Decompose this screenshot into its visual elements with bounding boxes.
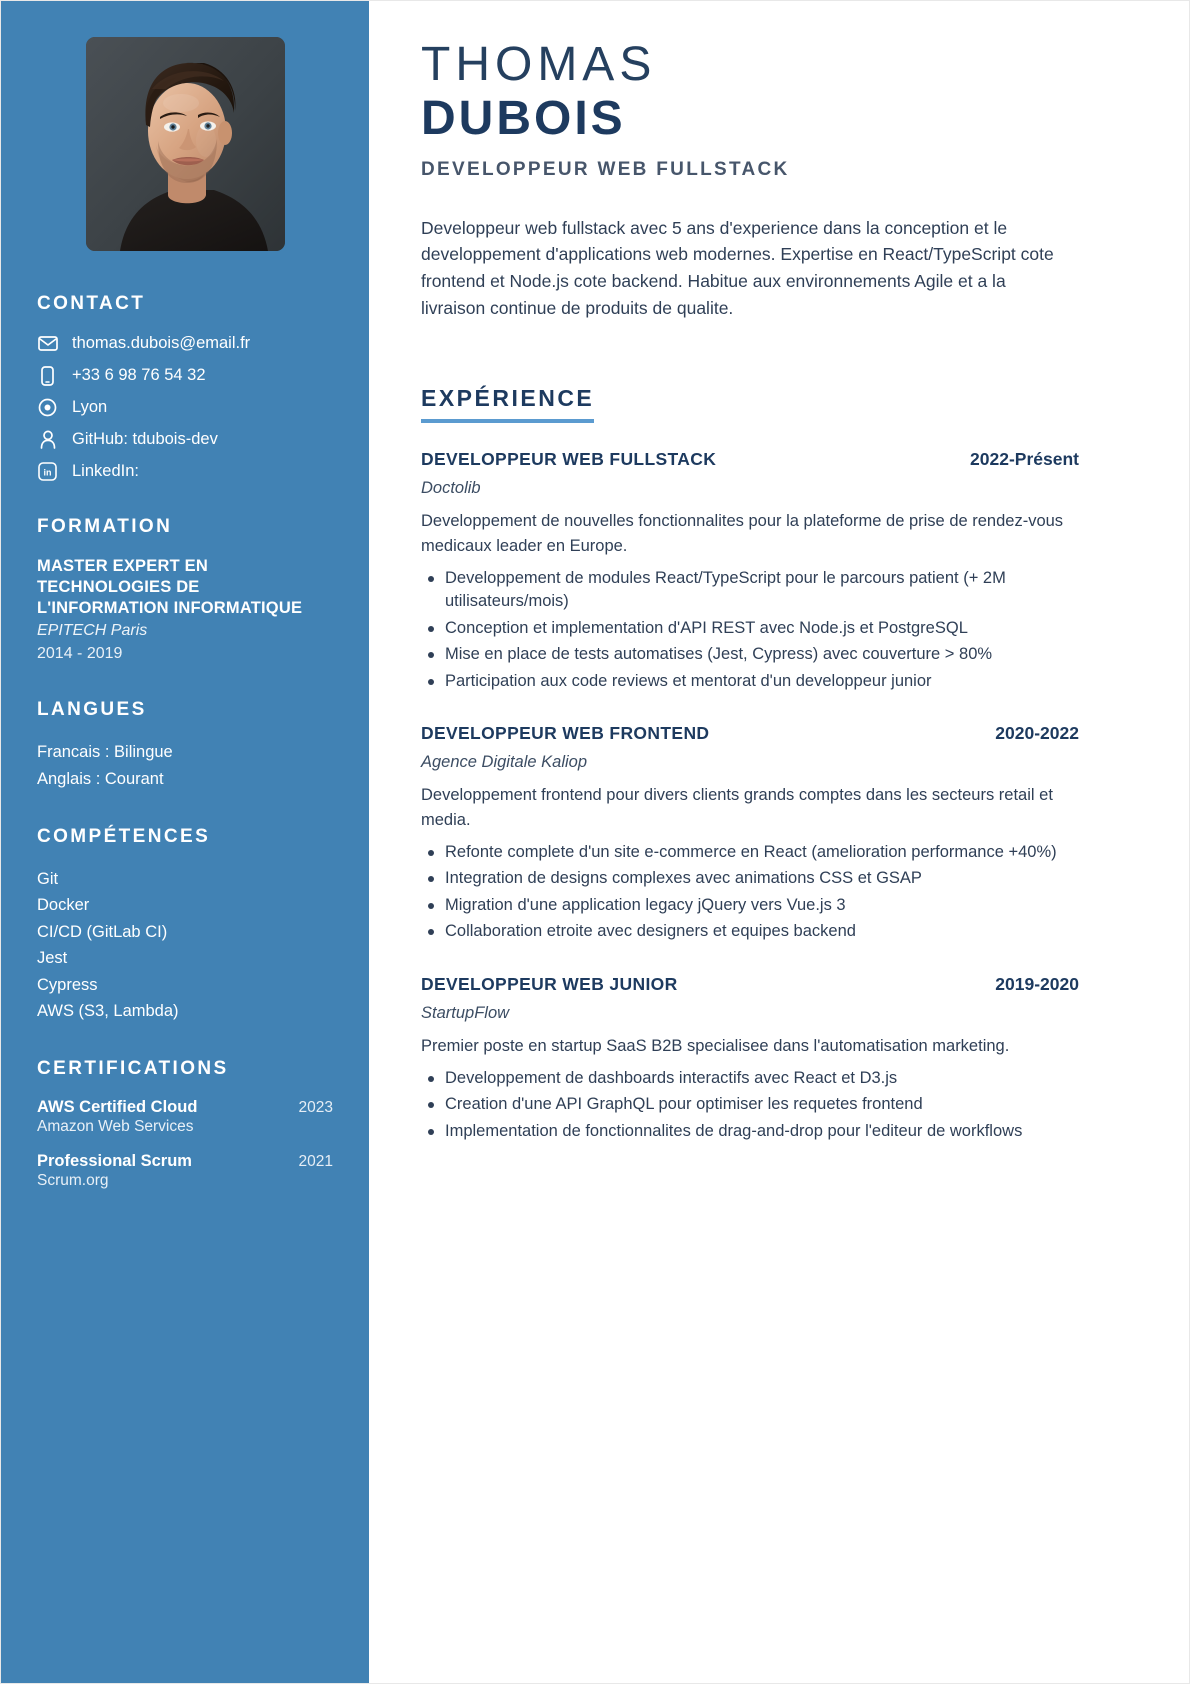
competence-item: CI/CD (GitLab CI) xyxy=(37,922,168,941)
langue-item: Anglais : Courant xyxy=(37,769,164,788)
experience-role: DEVELOPPEUR WEB JUNIOR xyxy=(421,973,678,994)
professional-summary: Developpeur web fullstack avec 5 ans d'experience dans la conception et le developpement d'applications web modernes. Expertise en React/TypeScript cote frontend et Node.js cote backend. Habitue aux environnements Agile et a la livraison continue de produits de qualite. xyxy=(421,217,1054,318)
location-pin-icon xyxy=(37,397,58,418)
experience-header xyxy=(421,723,1079,744)
competence-item: Cypress xyxy=(37,975,98,994)
phone-icon xyxy=(37,365,58,386)
experience-bullet: Migration d'une application legacy jQuery vers Vue.js 3 xyxy=(421,894,1079,917)
last-name: DUBOIS xyxy=(421,91,626,145)
certification-year: 2021 xyxy=(298,1153,333,1171)
competence-item: Docker xyxy=(37,896,90,915)
certification-header xyxy=(37,1098,333,1117)
langues-list xyxy=(37,739,333,792)
competence-item: AWS (S3, Lambda) xyxy=(37,1002,179,1021)
experience-bullet: Developpement de modules React/TypeScript pour le parcours patient (+ 2M utilisateurs/mois) xyxy=(421,567,1079,614)
photo-container xyxy=(37,37,333,251)
experience-bullet: Conception et implementation d'API REST avec Node.js et PostgreSQL xyxy=(421,617,1079,640)
job-title: DEVELOPPEUR WEB FULLSTACK xyxy=(421,158,790,180)
experience-description: Developpement frontend pour divers clients grands comptes dans les secteurs retail et media. xyxy=(421,786,1053,829)
competence-item: Jest xyxy=(37,949,68,968)
certification-name: AWS Certified Cloud xyxy=(37,1098,198,1117)
competences-section xyxy=(37,826,333,1024)
experience-header xyxy=(421,974,1079,995)
experience-bullet: Implementation de fonctionnalites de drag-and-drop pour l'editeur de workflows xyxy=(421,1120,1079,1143)
main-content xyxy=(369,1,1189,1683)
experience-description: Premier poste en startup SaaS B2B specialisee dans l'automatisation marketing. xyxy=(421,1036,1010,1055)
certification-issuer: Scrum.org xyxy=(37,1172,109,1190)
profile-photo xyxy=(86,37,285,251)
experience-bullet: Refonte complete d'un site e-commerce en React (amelioration performance +40%) xyxy=(421,841,1079,864)
person-icon xyxy=(37,429,58,450)
certification-issuer: Amazon Web Services xyxy=(37,1118,194,1136)
contact-item-github[interactable] xyxy=(37,429,333,450)
experience-company: Agence Digitale Kaliop xyxy=(421,753,588,772)
experience-company: Doctolib xyxy=(421,479,481,498)
experience-list xyxy=(421,449,1079,1143)
sidebar xyxy=(1,1,369,1683)
experience-company: StartupFlow xyxy=(421,1003,510,1022)
langue-item: Francais : Bilingue xyxy=(37,743,173,762)
competence-item: Git xyxy=(37,870,59,889)
contact-email-text: thomas.dubois@email.fr xyxy=(72,334,251,353)
experience-dates: 2022-Présent xyxy=(970,449,1079,470)
formation-section xyxy=(37,516,333,665)
education-dates: 2014 - 2019 xyxy=(37,645,123,663)
experience-bullet: Participation aux code reviews et mentorat d'un developpeur junior xyxy=(421,670,1079,693)
education-school: EPITECH Paris xyxy=(37,622,148,640)
langues-section xyxy=(37,699,333,792)
certification-name: Professional Scrum xyxy=(37,1152,192,1171)
education-degree: MASTER EXPERT EN TECHNOLOGIES DE L'INFORMATION INFORMATIQUE xyxy=(37,557,303,618)
experience-item xyxy=(421,723,1079,944)
competences-heading: COMPÉTENCES xyxy=(37,826,211,848)
first-name: THOMAS xyxy=(421,38,657,91)
contact-github-text: GitHub: tdubois-dev xyxy=(72,430,218,449)
experience-heading: EXPÉRIENCE xyxy=(421,385,594,423)
certification-item xyxy=(37,1098,333,1136)
experience-header xyxy=(421,449,1079,470)
svg-text:in: in xyxy=(43,467,52,478)
contact-section xyxy=(37,293,333,482)
certification-year: 2023 xyxy=(298,1099,333,1117)
contact-linkedin-text: LinkedIn: xyxy=(72,462,139,481)
certification-header xyxy=(37,1152,333,1171)
certification-item xyxy=(37,1152,333,1190)
linkedin-icon xyxy=(37,461,58,482)
experience-bullet: Mise en place de tests automatises (Jest, Cypress) avec couverture > 80% xyxy=(421,643,1079,666)
experience-role: DEVELOPPEUR WEB FULLSTACK xyxy=(421,449,717,470)
contact-heading: CONTACT xyxy=(37,293,146,314)
certifications-heading: CERTIFICATIONS xyxy=(37,1058,229,1080)
contact-location-text: Lyon xyxy=(72,398,108,417)
certifications-section xyxy=(37,1058,333,1190)
experience-dates: 2020-2022 xyxy=(995,723,1079,744)
experience-bullets xyxy=(421,841,1079,944)
contact-item-linkedin[interactable] xyxy=(37,461,333,482)
competences-list xyxy=(37,866,333,1024)
education-entry xyxy=(37,556,333,665)
contact-phone-text: +33 6 98 76 54 32 xyxy=(72,366,206,385)
envelope-icon xyxy=(37,333,58,354)
experience-dates: 2019-2020 xyxy=(995,973,1079,994)
langues-heading: LANGUES xyxy=(37,699,147,721)
experience-bullets xyxy=(421,1067,1079,1143)
experience-bullet: Collaboration etroite avec designers et equipes backend xyxy=(421,920,1079,943)
experience-role: DEVELOPPEUR WEB FRONTEND xyxy=(421,723,710,744)
experience-bullet: Integration de designs complexes avec animations CSS et GSAP xyxy=(421,867,1079,890)
contact-item-location[interactable] xyxy=(37,397,333,418)
formation-heading: FORMATION xyxy=(37,516,173,537)
experience-description: Developpement de nouvelles fonctionnalites pour la plateforme de prise de rendez-vous medicaux leader en Europe. xyxy=(421,512,1064,555)
experience-item xyxy=(421,974,1079,1144)
experience-bullet: Creation d'une API GraphQL pour optimiser les requetes frontend xyxy=(421,1093,1079,1116)
experience-bullet: Developpement de dashboards interactifs avec React et D3.js xyxy=(421,1067,1079,1090)
contact-item-phone[interactable] xyxy=(37,365,333,386)
contact-item-email[interactable] xyxy=(37,333,333,354)
experience-item xyxy=(421,449,1079,693)
experience-bullets xyxy=(421,567,1079,693)
name-block xyxy=(421,39,1079,181)
